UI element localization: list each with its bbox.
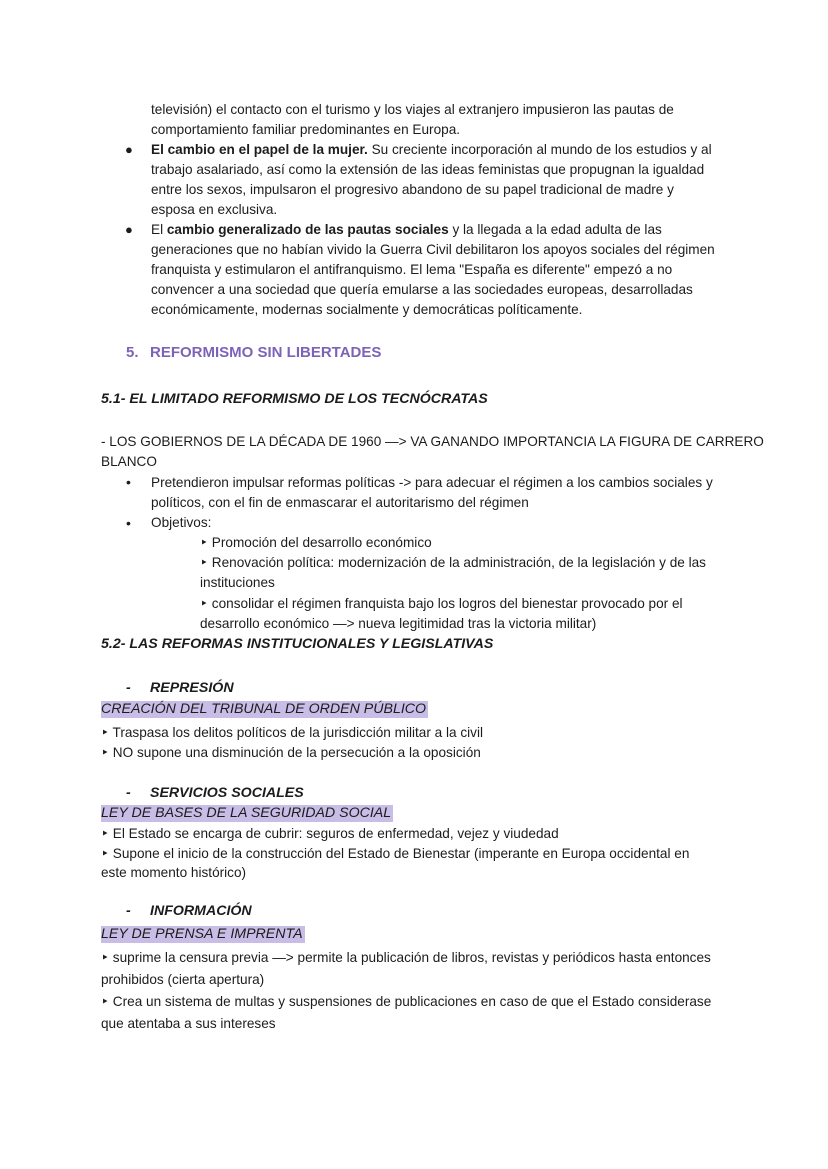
- paragraph-line: políticos, con el fin de enmascarar el autoritarismo del régimen: [151, 495, 529, 510]
- paragraph-line: desarrollo económico —> nueva legitimidad tras la victoria militar): [200, 616, 597, 631]
- paragraph-line: BLANCO: [101, 454, 157, 469]
- bullet-pautas-line: El cambio generalizado de las pautas sociales y la llegada a la edad adulta de las: [151, 222, 662, 237]
- section-title: REFORMISMO SIN LIBERTADES: [150, 344, 382, 361]
- bullet-mujer-line: El cambio en el papel de la mujer. Su creciente incorporación al mundo de los estudios y al: [151, 142, 712, 157]
- paragraph-line: este momento histórico): [101, 865, 247, 880]
- bullet-icon: ●: [125, 222, 133, 237]
- paragraph-line: Pretendieron impulsar reformas políticas -> para adecuar el régimen a los cambios sociales y: [151, 475, 713, 490]
- objective-item: ‣ Promoción del desarrollo económico: [200, 535, 432, 550]
- dash-marker: -: [126, 680, 131, 696]
- paragraph-line: televisión) el contacto con el turismo y los viajes al extranjero impusieron las pautas de: [151, 102, 674, 117]
- paragraph-line: que atentaba a sus intereses: [101, 1016, 276, 1031]
- law-title-highlight: [101, 805, 393, 821]
- dash-marker: -: [126, 903, 131, 919]
- objective-item: ‣ Renovación política: modernización de la administración, de la legislación y de las: [200, 555, 706, 570]
- paragraph-line: esposa en exclusiva.: [151, 202, 278, 217]
- category-heading: REPRESIÓN: [150, 680, 234, 696]
- subsection-title: 5.1- EL LIMITADO REFORMISMO DE LOS TECNÓCRATAS: [101, 391, 488, 407]
- paragraph-line: ‣ NO supone una disminución de la persecución a la oposición: [101, 745, 481, 760]
- bullet-icon: •: [126, 515, 131, 531]
- highlighted-text: LEY DE BASES DE LA SEGURIDAD SOCIAL: [101, 805, 392, 821]
- paragraph-line: entre los sexos, impulsaron el progresivo abandono de su papel tradicional de madre y: [151, 182, 674, 197]
- bullet-icon: •: [126, 474, 131, 490]
- law-title-highlight: [101, 926, 305, 942]
- bold-term: cambio generalizado de las pautas sociales: [166, 222, 449, 237]
- category-heading: INFORMACIÓN: [150, 903, 252, 919]
- paragraph-line: Objetivos:: [151, 515, 212, 530]
- subsection-title: 5.2- LAS REFORMAS INSTITUCIONALES Y LEGISLATIVAS: [101, 636, 494, 652]
- paragraph-line: ‣ Supone el inicio de la construcción del Estado de Bienestar (imperante en Europa occidental en: [101, 846, 690, 861]
- paragraph-line: ‣ suprime la censura previa —> permite la publicación de libros, revistas y periódicos hasta entonces: [101, 950, 711, 965]
- category-heading: SERVICIOS SOCIALES: [150, 785, 304, 801]
- paragraph-line: comportamiento familiar predominantes en Europa.: [151, 122, 461, 137]
- bold-term: El cambio en el papel de la mujer.: [151, 142, 368, 157]
- paragraph-line: convencer a una sociedad que quería emularse a las sociedades europeas, desarrolladas: [151, 282, 693, 297]
- paragraph-line: generaciones que no habían vivido la Guerra Civil debilitaron los apoyos sociales del régimen: [151, 242, 715, 257]
- paragraph-line: trabajo asalariado, así como la extensión de las ideas feministas que propugnan la igualdad: [151, 162, 705, 177]
- paragraph-line: ‣ Traspasa los delitos políticos de la jurisdicción militar a la civil: [101, 725, 483, 740]
- law-title-highlight: [101, 701, 428, 717]
- paragraph-line: ‣ El Estado se encarga de cubrir: seguros de enfermedad, vejez y viudedad: [101, 826, 559, 841]
- highlighted-text: LEY DE PRENSA E IMPRENTA: [101, 926, 303, 942]
- section-number: 5.: [126, 344, 139, 361]
- dash-marker: -: [126, 785, 131, 801]
- paragraph-line: económicamente, modernas socialmente y democráticas políticamente.: [151, 302, 583, 317]
- paragraph-line: - LOS GOBIERNOS DE LA DÉCADA DE 1960 —> VA GANANDO IMPORTANCIA LA FIGURA DE CARRERO: [101, 434, 764, 449]
- paragraph-line: ‣ Crea un sistema de multas y suspensiones de publicaciones en caso de que el Estado considerase: [101, 994, 712, 1009]
- objective-item: ‣ consolidar el régimen franquista bajo los logros del bienestar provocado por el: [200, 596, 683, 611]
- bullet-icon: ●: [125, 142, 133, 157]
- paragraph-line: franquista y estimularon el antifranquismo. El lema "España es diferente" empezó a no: [151, 262, 673, 277]
- paragraph-line: prohibidos (cierta apertura): [101, 972, 265, 987]
- highlighted-text: CREACIÓN DEL TRIBUNAL DE ORDEN PÚBLICO: [101, 701, 427, 717]
- paragraph-line: instituciones: [200, 575, 275, 590]
